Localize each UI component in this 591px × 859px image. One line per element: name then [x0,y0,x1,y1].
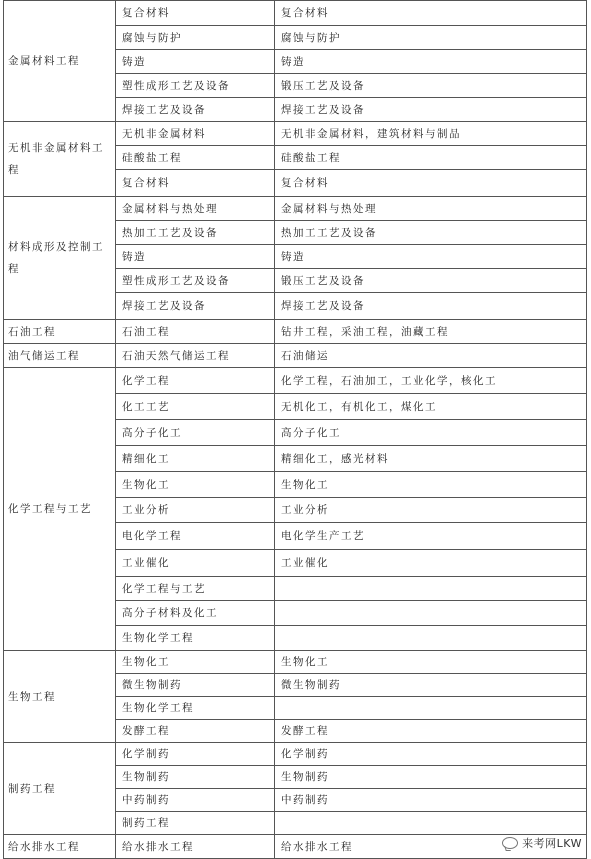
new-major-cell: 电化学工程 [116,523,275,550]
new-major-cell: 复合材料 [116,170,275,197]
old-major-cell: 石油储运 [275,344,587,368]
table-row [4,743,587,766]
new-major-cell: 复合材料 [116,1,275,26]
old-major-cell: 高分子化工 [275,420,587,446]
new-major-cell: 焊接工艺及设备 [116,98,275,122]
new-major-cell: 精细化工 [116,446,275,472]
new-major-cell: 高分子化工 [116,420,275,446]
major-name: 石油工程 [8,325,56,338]
old-major-cell: 硅酸盐工程 [275,146,587,170]
watermark-text: 来考网LKW [522,837,582,850]
old-major-cell: 工业分析 [275,498,587,523]
old-major-cell: 复合材料 [275,170,587,197]
new-major-cell: 塑性成形工艺及设备 [116,269,275,293]
major-cell [4,368,116,651]
new-major-cell: 石油天然气储运工程 [116,344,275,368]
new-major-cell: 生物化学工程 [116,697,275,720]
old-major-cell: 精细化工，感光材料 [275,446,587,472]
wechat-icon [502,837,518,849]
table-row [4,320,587,344]
new-major-cell: 热加工工艺及设备 [116,221,275,245]
new-major-cell: 化学工程 [116,368,275,394]
new-major-cell: 焊接工艺及设备 [116,293,275,320]
old-major-cell [275,577,587,601]
new-major-cell: 石油工程 [116,320,275,344]
old-major-cell: 复合材料 [275,1,587,26]
major-cell [4,320,116,344]
old-major-cell [275,812,587,835]
major-cell [4,743,116,835]
old-major-cell: 铸造 [275,245,587,269]
major-name: 金属材料工程 [8,55,80,67]
new-major-cell: 工业分析 [116,498,275,523]
new-major-cell: 硅酸盐工程 [116,146,275,170]
new-major-cell: 塑性成形工艺及设备 [116,74,275,98]
new-major-cell: 给水排水工程 [116,835,275,859]
new-major-cell: 生物制药 [116,766,275,789]
old-major-cell: 无机非金属材料，建筑材料与制品 [275,122,587,146]
major-name: 无机非金属材料工程 [8,142,104,176]
new-major-cell: 微生物制药 [116,674,275,697]
table-row [4,651,587,674]
old-major-cell: 锻压工艺及设备 [275,269,587,293]
new-major-cell: 金属材料与热处理 [116,197,275,221]
old-major-cell: 中药制药 [275,789,587,812]
old-major-cell: 生物化工 [275,472,587,498]
old-major-cell: 铸造 [275,50,587,74]
major-name: 制药工程 [8,782,56,795]
new-major-cell: 生物化工 [116,472,275,498]
new-major-cell: 无机非金属材料 [116,122,275,146]
table-row [4,344,587,368]
new-major-cell: 化学制药 [116,743,275,766]
new-major-cell: 高分子材料及化工 [116,601,275,626]
new-major-cell: 化工工艺 [116,394,275,420]
old-major-cell: 钻井工程，采油工程，油藏工程 [275,320,587,344]
major-name: 生物工程 [8,690,56,703]
old-major-cell: 给水排水工程 [275,835,587,859]
old-major-cell: 焊接工艺及设备 [275,293,587,320]
major-cell [4,197,116,320]
major-cell [4,344,116,368]
old-major-cell: 生物化工 [275,651,587,674]
table-row [4,1,587,26]
old-major-cell: 电化学生产工艺 [275,523,587,550]
old-major-cell: 腐蚀与防护 [275,26,587,50]
new-major-cell: 制药工程 [116,812,275,835]
major-cell [4,1,116,122]
old-major-cell: 微生物制药 [275,674,587,697]
table-row [4,368,587,394]
new-major-cell: 铸造 [116,50,275,74]
major-cell [4,651,116,743]
old-major-cell [275,626,587,651]
major-name: 化学工程与工艺 [8,503,92,515]
major-cell [4,835,116,859]
old-major-cell: 化学工程，石油加工，工业化学，核化工 [275,368,587,394]
major-mapping-table [3,0,587,859]
new-major-cell: 腐蚀与防护 [116,26,275,50]
old-major-cell [275,601,587,626]
old-major-cell: 锻压工艺及设备 [275,74,587,98]
new-major-cell: 化学工程与工艺 [116,577,275,601]
major-cell [4,122,116,197]
new-major-cell: 生物化工 [116,651,275,674]
major-name: 给水排水工程 [8,840,80,853]
old-major-cell: 生物制药 [275,766,587,789]
major-name: 油气储运工程 [8,349,80,362]
old-major-cell: 焊接工艺及设备 [275,98,587,122]
table-row [4,122,587,146]
table-row [4,197,587,221]
watermark [499,835,585,851]
old-major-cell: 金属材料与热处理 [275,197,587,221]
old-major-cell: 无机化工，有机化工，煤化工 [275,394,587,420]
old-major-cell: 化学制药 [275,743,587,766]
new-major-cell: 工业催化 [116,550,275,577]
major-name: 材料成形及控制工程 [8,241,104,275]
new-major-cell: 铸造 [116,245,275,269]
old-major-cell: 发酵工程 [275,720,587,743]
old-major-cell [275,697,587,720]
new-major-cell: 中药制药 [116,789,275,812]
new-major-cell: 发酵工程 [116,720,275,743]
new-major-cell: 生物化学工程 [116,626,275,651]
old-major-cell: 工业催化 [275,550,587,577]
old-major-cell: 热加工工艺及设备 [275,221,587,245]
